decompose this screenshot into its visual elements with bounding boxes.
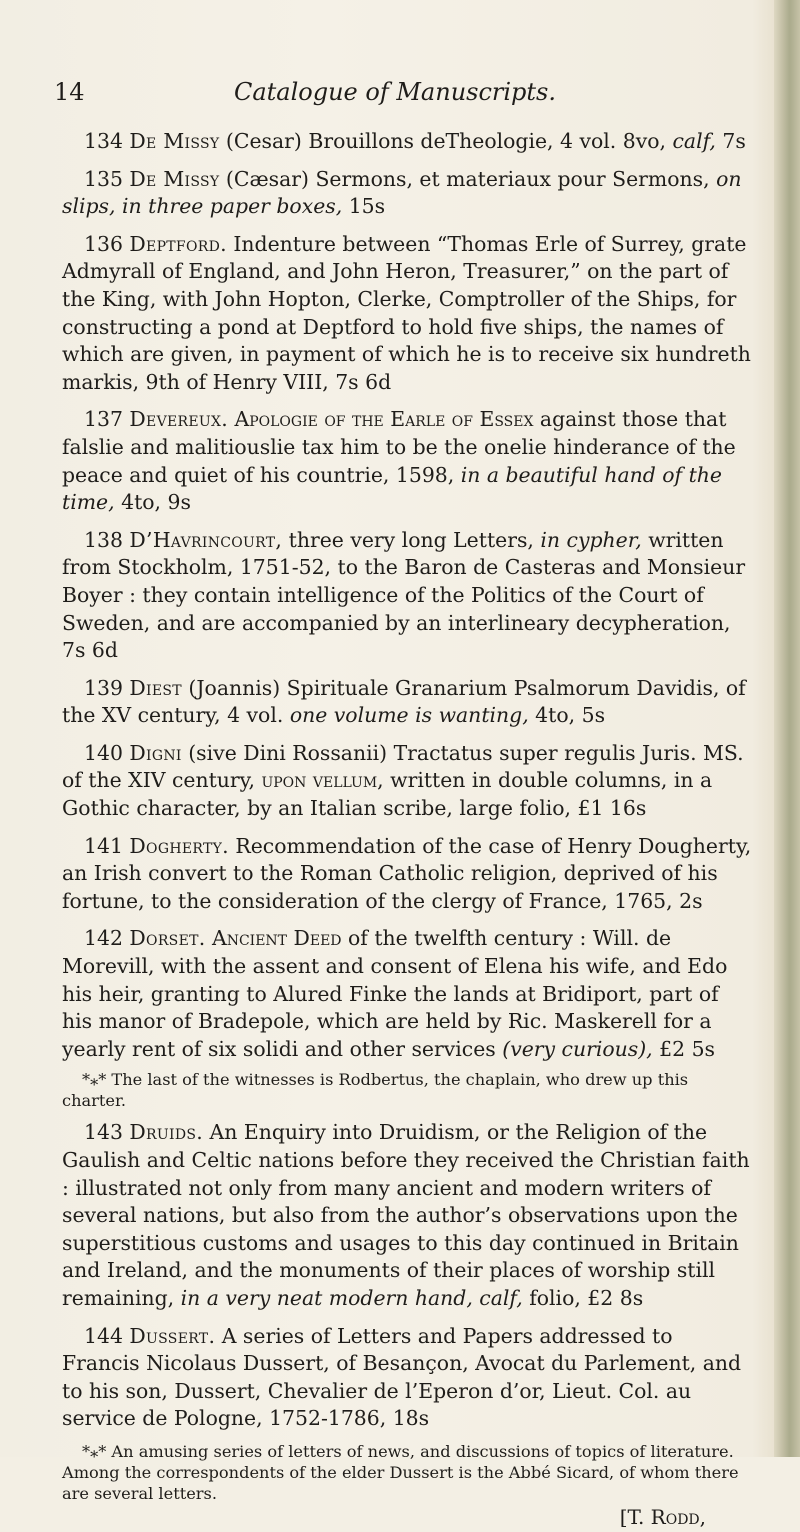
catalogue-entries — [62, 128, 752, 1532]
entry-number: 143 — [84, 1120, 123, 1145]
entry-134 — [62, 128, 752, 156]
entry-price: 4to, 5s — [528, 703, 606, 728]
entry-heading: Deptford. — [129, 231, 227, 256]
entry-number: 134 — [84, 129, 123, 153]
entry-text: against those that falslie and malitiouslie tax him to be the onelie hinderance of the peace and quiet of his countrie, 1598, — [62, 407, 736, 487]
footnote-142: *⁎* The last of the witnesses is Rodbertus, the chaplain, who drew up this charter. — [62, 1070, 689, 1111]
entry-number: 139 — [84, 675, 123, 700]
entry-number: 137 — [84, 407, 123, 432]
entry-number: 142 — [84, 926, 123, 951]
entry-143 — [62, 1119, 752, 1312]
entry-price: folio, £2 8s — [522, 1285, 644, 1310]
entry-text: of the twelfth century : Will. de Morevill, with the assent and consent of Elena his wife, and Edo his heir, granting to Alured Finke the lands at Bridiport, part of his manor of Bradepole, which are held by Ric. Maskerell for a yearly rent of six solidi and other services — [62, 926, 728, 1061]
entry-number: 135 — [84, 166, 123, 191]
entry-number: 140 — [84, 740, 123, 765]
entry-text: An Enquiry into Druidism, or the Religion of the Gaulish and Celtic nations before they received the Christian faith : illustrated not only from many ancient and modern writers of several nations, but also from the author’s observations upon the superstitious customs and usages to this day continued in Britain and Ireland, and the monuments of their places of worship still remaining, — [62, 1120, 750, 1310]
entry-italic: in cypher, — [540, 527, 642, 552]
entry-142 — [62, 925, 752, 1063]
entry-heading: Dorset. — [129, 926, 206, 951]
entry-price: 7s — [715, 129, 746, 153]
entry-price: 4to, 9s — [114, 490, 191, 515]
entry-heading: De Missy — [129, 129, 220, 153]
entry-144 — [62, 1323, 752, 1433]
entry-number: 144 — [84, 1323, 123, 1348]
entry-138 — [62, 527, 752, 665]
entry-heading: Dogherty. — [129, 833, 229, 858]
entry-text: (sive Dini Rossanii) Tractatus super regulis Juris. MS. of the XIV century, — [62, 740, 744, 793]
entry-text: (Cæsar) Sermons, et materiaux pour Sermons, — [219, 166, 717, 191]
entry-text: A series of Letters and Papers addressed to Francis Nicolaus Dussert, of Besançon, Avocat du Parlement, and to his son, Dussert, Chevalier de l’Eperon d’or, Lieut. Col. au service de Pologne, 1752-1786, 18s — [62, 1323, 742, 1431]
entry-number: 141 — [84, 833, 123, 858]
entry-subheading: upon vellum, — [261, 768, 384, 793]
entry-heading: Digni — [129, 740, 182, 765]
entry-text-cont: written from Stockholm, 1751-52, to the Baron de Casteras and Monsieur Boyer : they contain intelligence of the Politics of the Court of Sweden, and are accompanied by an interlineary decypheration, 7s 6d — [62, 527, 746, 663]
entry-price: £2 5s — [652, 1036, 716, 1061]
entry-italic: in a beautiful hand of the time, — [62, 462, 722, 515]
entry-text-cont: written in double columns, in a Gothic character, by an Italian scribe, large folio, £1 16s — [62, 768, 713, 821]
entry-text: Recommendation of the case of Henry Dougherty, an Irish convert to the Roman Catholic religion, deprived of his fortune, to the consideration of the clergy of France, 1765, 2s — [62, 833, 752, 913]
entry-price: 15s — [342, 194, 386, 219]
entry-heading: Dussert. — [129, 1323, 216, 1348]
entry-italic: calf, — [672, 129, 716, 153]
entry-subheading: Apologie of the Earle of Essex — [234, 407, 534, 432]
footnote-144: *⁎* An amusing series of letters of news, and discussions of topics of literature. Among the correspondents of the elder Dussert is the Abbé Sicard, of whom there are several letters. — [62, 1441, 739, 1503]
entry-italic: in a very neat modern hand, calf, — [180, 1285, 523, 1310]
entry-text: Indenture between “Thomas Erle of Surrey, grate Admyrall of England, and John Heron, Treasurer,” on the part of the King, with John Hopton, Clerke, Comptroller of the Ships, for constructing a pond at Deptford to hold five ships, the names of which are given, in payment of which he is to receive six hundreth markis, 9th of Henry VIII, 7s 6d — [62, 231, 751, 394]
entry-139 — [62, 675, 752, 730]
entry-heading: Druids. — [129, 1120, 204, 1145]
book-gutter-edge — [774, 0, 800, 1457]
entry-text: three very long Letters, — [282, 527, 541, 552]
page-number: 14 — [54, 78, 85, 106]
entry-subheading: Ancient Deed — [212, 926, 342, 951]
page-title: Catalogue of Manuscripts. — [233, 78, 557, 106]
running-head — [50, 78, 740, 114]
entry-135 — [62, 166, 752, 221]
entry-heading: Devereux. — [129, 407, 229, 432]
entry-text: (Cesar) Brouillons deTheologie, 4 vol. 8vo, — [219, 129, 673, 153]
entry-heading: D’Havrincourt, — [129, 527, 283, 552]
catchword: [T. Rodd, — [619, 1504, 706, 1529]
entry-italic: one volume is wanting, — [289, 703, 529, 728]
entry-italic: on slips, in three paper boxes, — [62, 166, 742, 219]
entry-number: 136 — [84, 231, 123, 256]
entry-italic: (very curious), — [502, 1036, 653, 1061]
entry-141 — [62, 833, 752, 916]
entry-text: (Joannis) Spirituale Granarium Psalmorum Davidis, of the XV century, 4 vol. — [62, 675, 746, 728]
entry-136 — [62, 231, 752, 397]
entry-heading: Diest — [129, 675, 182, 700]
entry-140 — [62, 740, 752, 823]
entry-number: 138 — [84, 527, 123, 552]
entry-137 — [62, 406, 752, 516]
entry-heading: De Missy — [129, 166, 220, 191]
